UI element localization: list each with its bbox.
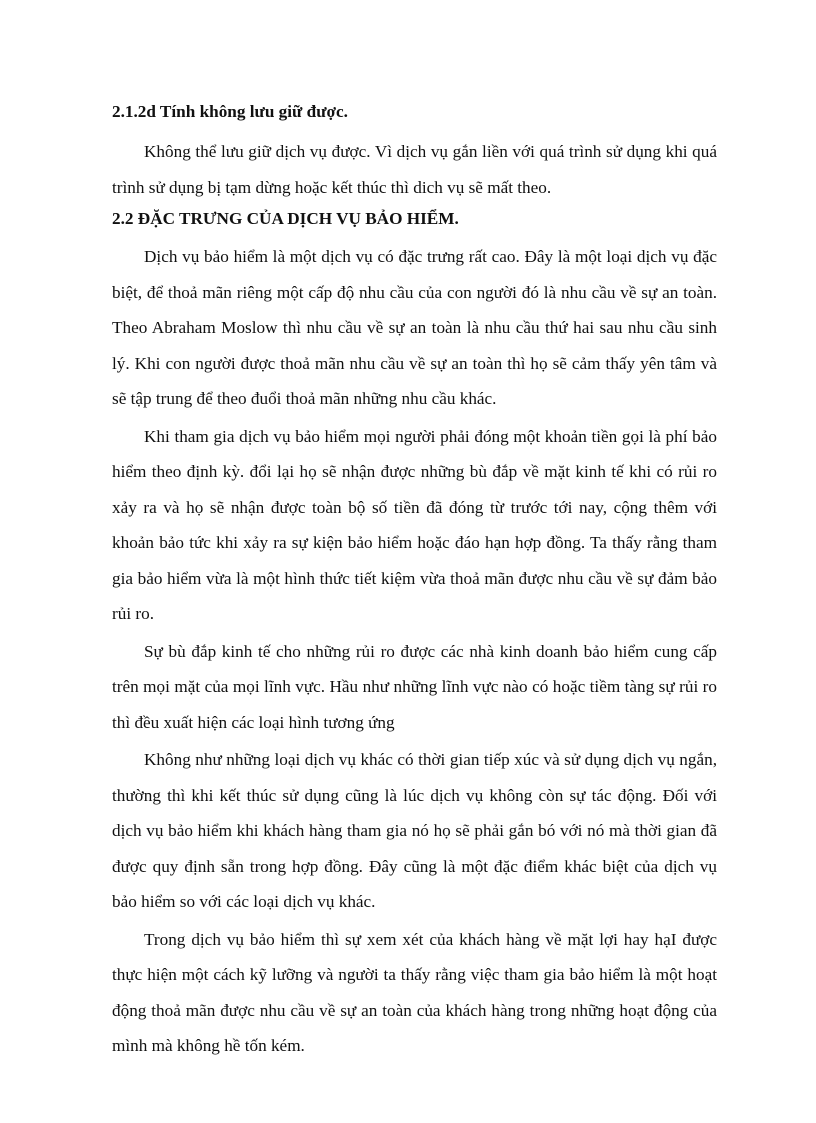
paragraph: Trong dịch vụ bảo hiểm thì sự xem xét của khách hàng về mặt lợi hay hạI được thực hiện một cách kỹ lưỡng và người ta thấy rằng việc tham gia bảo hiểm là một hoạt động thoả mãn được nhu cầu về sự an toàn của khách hàng trong những hoạt động của mình mà không hề tốn kém.	[112, 929, 717, 1055]
paragraph: Sự bù đắp kinh tế cho những rủi ro được các nhà kinh doanh bảo hiểm cung cấp trên mọi mặt của mọi lĩnh vực. Hầu như những lĩnh vực nào có hoặc tiềm tàng sự rủi ro thì đều xuất hiện các loại hình tương ứng	[112, 641, 717, 732]
paragraph: Không như những loại dịch vụ khác có thời gian tiếp xúc và sử dụng dịch vụ ngắn, thường thì khi kết thúc sử dụng cũng là lúc dịch vụ không còn sự tác động. Đối với dịch vụ bảo hiểm khi khách hàng tham gia nó họ sẽ phải gắn bó với nó mà thời gian đã được quy định sẵn trong hợp đồng. Đây cũng là một đặc điểm khác biệt của dịch vụ bảo hiểm so với các loại dịch vụ khác.	[112, 750, 717, 911]
section-heading: 2.1.2d Tính không lưu giữ được.	[112, 102, 348, 121]
paragraph: Không thể lưu giữ dịch vụ được. Vì dịch vụ gắn liền với quá trình sử dụng khi quá trình sử dụng bị tạm dừng hoặc kết thúc thì dich vụ sẽ mất theo.	[112, 142, 717, 197]
paragraph: Khi tham gia dịch vụ bảo hiểm mọi người phải đóng một khoản tiền gọi là phí bảo hiểm theo định kỳ. đổi lại họ sẽ nhận được những bù đắp về mặt kinh tế khi có rủi ro xảy ra và họ sẽ nhận được toàn bộ số tiền đã đóng từ trước tới nay, cộng thêm với khoản bảo tức khi xảy ra sự kiện bảo hiểm hoặc đáo hạn hợp đồng. Ta thấy rằng tham gia bảo hiểm vừa là một hình thức tiết kiệm vừa thoả mãn được nhu cầu về sự đảm bảo rủi ro.	[112, 426, 717, 623]
document-page	[112, 100, 717, 1066]
section-heading: 2.2 ĐẶC TRƯNG CỦA DỊCH VỤ BẢO HIỂM.	[112, 209, 459, 228]
paragraph: Dịch vụ bảo hiểm là một dịch vụ có đặc trưng rất cao. Đây là một loại dịch vụ đặc biệt, để thoả mãn riêng một cấp độ nhu cầu của con người đó là nhu cầu về sự an toàn. Theo Abraham Moslow thì nhu cầu về sự an toàn là nhu cầu thứ hai sau nhu cầu sinh lý. Khi con người được thoả mãn nhu cầu về sự an toàn thì họ sẽ cảm thấy yên tâm và sẽ tập trung để theo đuổi thoả mãn những nhu cầu khác.	[112, 247, 717, 408]
